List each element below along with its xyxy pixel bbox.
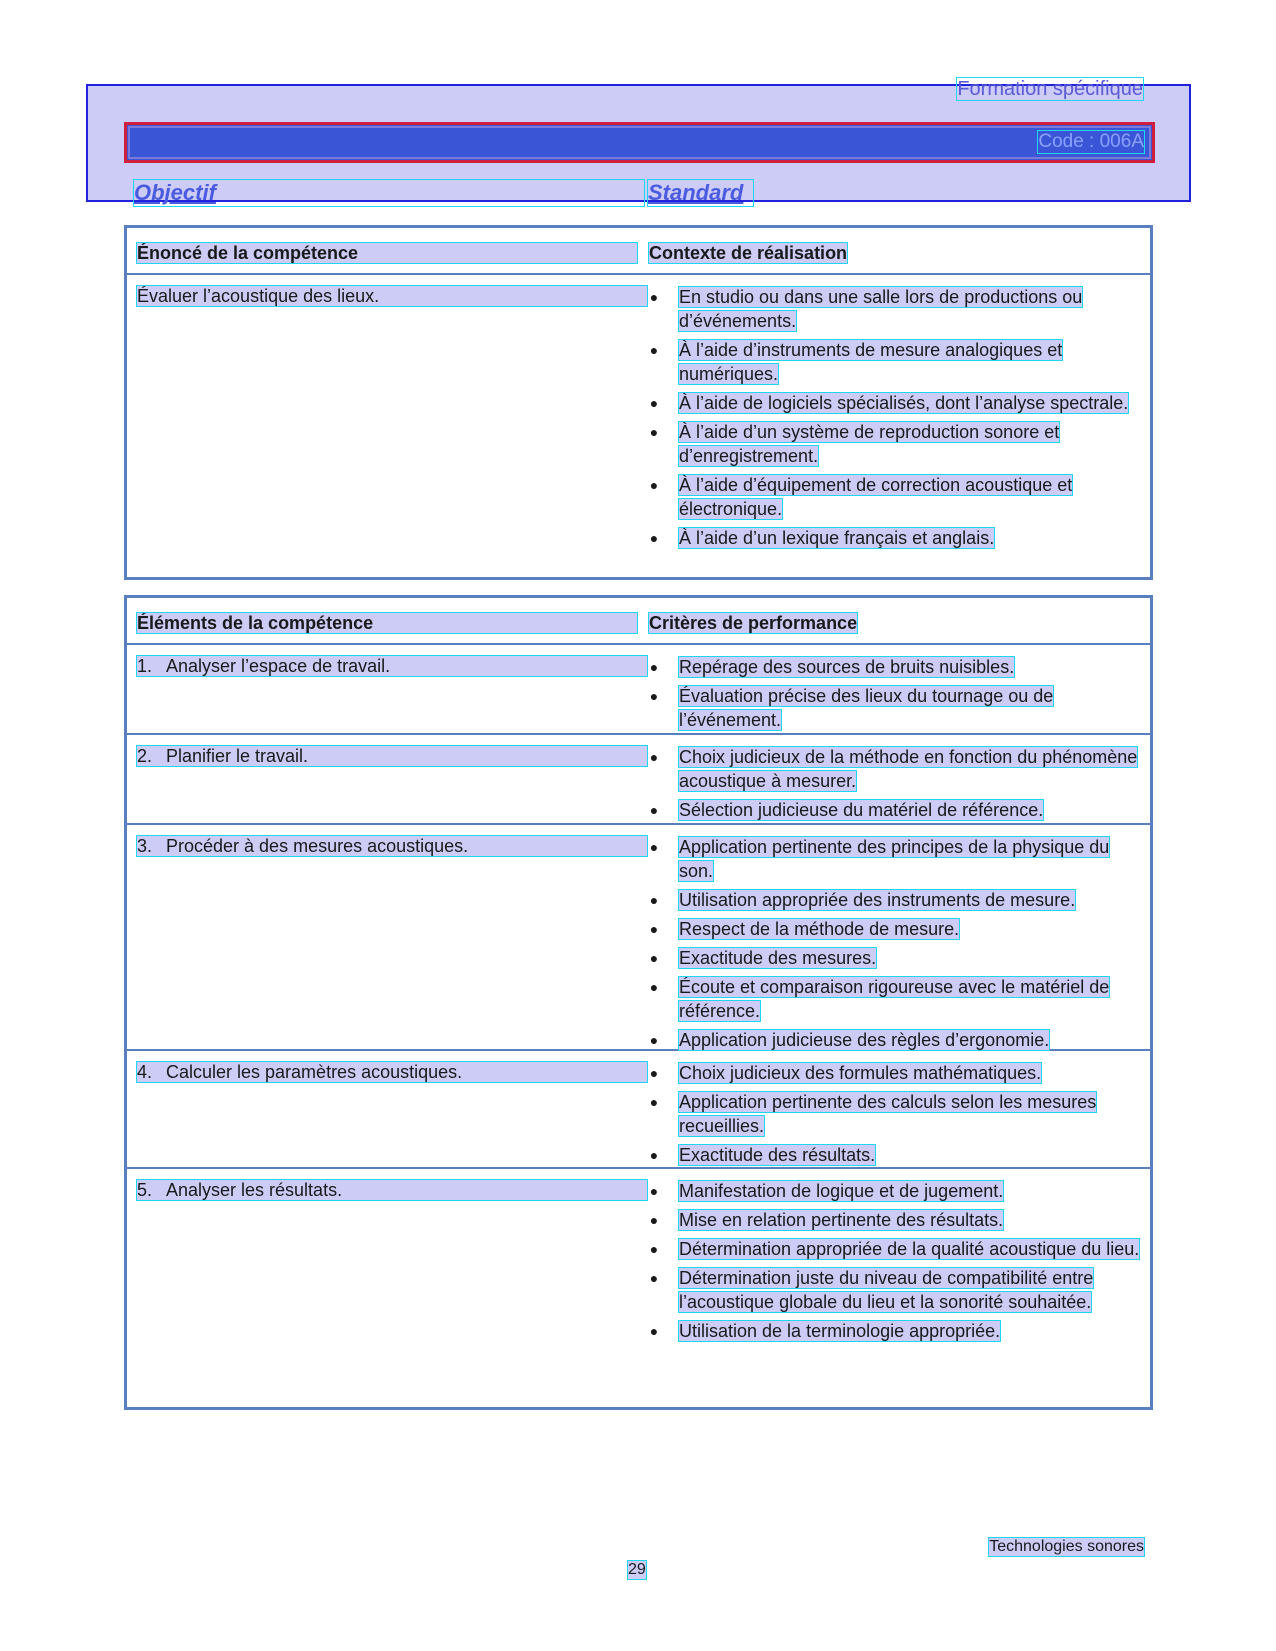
element-text: Planifier le travail. [166,746,309,766]
code-label: Code : 006A [1038,131,1144,152]
page-number: 29 [628,1561,646,1578]
bullet-icon: ● [649,802,659,818]
criteria-text: À l’aide d’un système de reproduction sonore et d’enregistrement. [679,422,1060,466]
criteria-text: Détermination juste du niveau de compatibilité entre l’acoustique globale du lieu et la sonorité souhaitée. [679,1268,1094,1312]
criteria-item [649,745,1145,793]
bullet-icon: ● [649,1323,659,1339]
element-row [127,1169,1150,1389]
criteria-item [649,1179,1145,1203]
criteria-item [649,473,1145,521]
criteria-item [649,655,1145,679]
criteria-text: Exactitude des résultats. [679,1145,876,1165]
element-number: 3. [137,836,153,856]
bullet-icon: ● [649,749,659,765]
criteria-text: En studio ou dans une salle lors de productions ou d’événements. [679,287,1083,331]
criteria-text: Sélection judicieuse du matériel de référence. [679,800,1044,820]
criteria-item [649,1208,1145,1232]
element-number: 5. [137,1180,153,1200]
bullet-icon: ● [649,1065,659,1081]
element-number: 4. [137,1062,153,1082]
element-text: Analyser l’espace de travail. [166,656,391,676]
criteria-text: Choix judicieux des formules mathématiques. [679,1063,1042,1083]
objectif-heading: Objectif [134,180,644,206]
element-number: 2. [137,746,153,766]
criteria-item [649,1266,1145,1314]
bullet-icon: ● [649,1032,659,1048]
criteria-list [649,745,1145,827]
head-contexte: Contexte de réalisation [649,243,848,263]
elements-table-header [127,598,1150,645]
context-list [649,285,1145,555]
bullet-icon: ● [649,530,659,546]
criteria-item [649,420,1145,468]
criteria-item [649,917,1145,941]
element-label [137,1180,649,1200]
competence-table [124,225,1153,580]
criteria-text: Mise en relation pertinente des résultats. [679,1210,1004,1230]
criteria-item [649,338,1145,386]
criteria-text: Utilisation de la terminologie appropriée. [679,1321,1001,1341]
bullet-icon: ● [649,424,659,440]
bullet-icon: ● [649,1147,659,1163]
element-rows [127,645,1150,1389]
criteria-text: Application pertinente des calculs selon les mesures recueillies. [679,1092,1097,1136]
criteria-text: Repérage des sources de bruits nuisibles. [679,657,1015,677]
bullet-icon: ● [649,659,659,675]
element-row [127,1051,1150,1169]
element-text: Calculer les paramètres acoustiques. [166,1062,463,1082]
criteria-text: Application pertinente des principes de la physique du son. [679,837,1110,881]
competence-statement: Évaluer l’acoustique des lieux. [137,286,649,306]
criteria-item [649,285,1145,333]
head-enonce: Énoncé de la compétence [137,243,637,263]
criteria-item [649,1028,1145,1052]
criteria-item [649,798,1145,822]
bullet-icon: ● [649,950,659,966]
criteria-text: À l’aide d’un lexique français et anglais. [679,528,995,548]
criteria-item [649,835,1145,883]
criteria-item [649,1237,1145,1261]
bullet-icon: ● [649,1270,659,1286]
criteria-item [649,1319,1145,1343]
bullet-icon: ● [649,892,659,908]
bullet-icon: ● [649,342,659,358]
bullet-icon: ● [649,1241,659,1257]
element-label [137,656,649,676]
bullet-icon: ● [649,1094,659,1110]
criteria-text: Détermination appropriée de la qualité acoustique du lieu. [679,1239,1140,1259]
bullet-icon: ● [649,979,659,995]
element-label [137,836,649,856]
element-text: Analyser les résultats. [166,1180,343,1200]
element-row [127,825,1150,1051]
element-label [137,746,649,766]
bullet-icon: ● [649,289,659,305]
criteria-item [649,1090,1145,1138]
criteria-item [649,888,1145,912]
criteria-item [649,526,1145,550]
criteria-item [649,1061,1145,1085]
criteria-item [649,975,1145,1023]
criteria-text: Respect de la méthode de mesure. [679,919,960,939]
competence-row [127,275,1150,575]
criteria-text: Utilisation appropriée des instruments de mesure. [679,890,1076,910]
elements-table [124,595,1153,1410]
element-number: 1. [137,656,153,676]
criteria-list [649,1179,1145,1348]
competence-table-header [127,228,1150,275]
criteria-text: À l’aide d’équipement de correction acoustique et électronique. [679,475,1073,519]
criteria-item [649,391,1145,415]
criteria-text: Choix judicieux de la méthode en fonction du phénomène acoustique à mesurer. [679,747,1138,791]
criteria-list [649,835,1145,1057]
criteria-item [649,946,1145,970]
criteria-item [649,684,1145,732]
criteria-list [649,1061,1145,1172]
footer-title: Technologies sonores [989,1538,1144,1555]
bullet-icon: ● [649,921,659,937]
criteria-text: Application judicieuse des règles d’ergonomie. [679,1030,1050,1050]
bullet-icon: ● [649,1183,659,1199]
bullet-icon: ● [649,688,659,704]
criteria-text: Exactitude des mesures. [679,948,877,968]
criteria-text: Évaluation précise des lieux du tournage ou de l’événement. [679,686,1054,730]
criteria-text: Manifestation de logique et de jugement. [679,1181,1004,1201]
criteria-text: À l’aide d’instruments de mesure analogiques et numériques. [679,340,1063,384]
head-elements: Éléments de la compétence [137,613,637,633]
bullet-icon: ● [649,839,659,855]
element-row [127,645,1150,735]
bullet-icon: ● [649,395,659,411]
element-row [127,735,1150,825]
formation-label: Formation spécifique [957,78,1143,100]
bullet-icon: ● [649,1212,659,1228]
criteria-item [649,1143,1145,1167]
criteria-list [649,655,1145,737]
standard-heading: Standard [648,180,753,206]
criteria-text: Écoute et comparaison rigoureuse avec le matériel de référence. [679,977,1110,1021]
element-text: Procéder à des mesures acoustiques. [166,836,469,856]
criteria-text: À l’aide de logiciels spécialisés, dont l’analyse spectrale. [679,393,1129,413]
code-bar [124,122,1155,163]
bullet-icon: ● [649,477,659,493]
element-label [137,1062,649,1082]
head-criteres: Critères de performance [649,613,858,633]
